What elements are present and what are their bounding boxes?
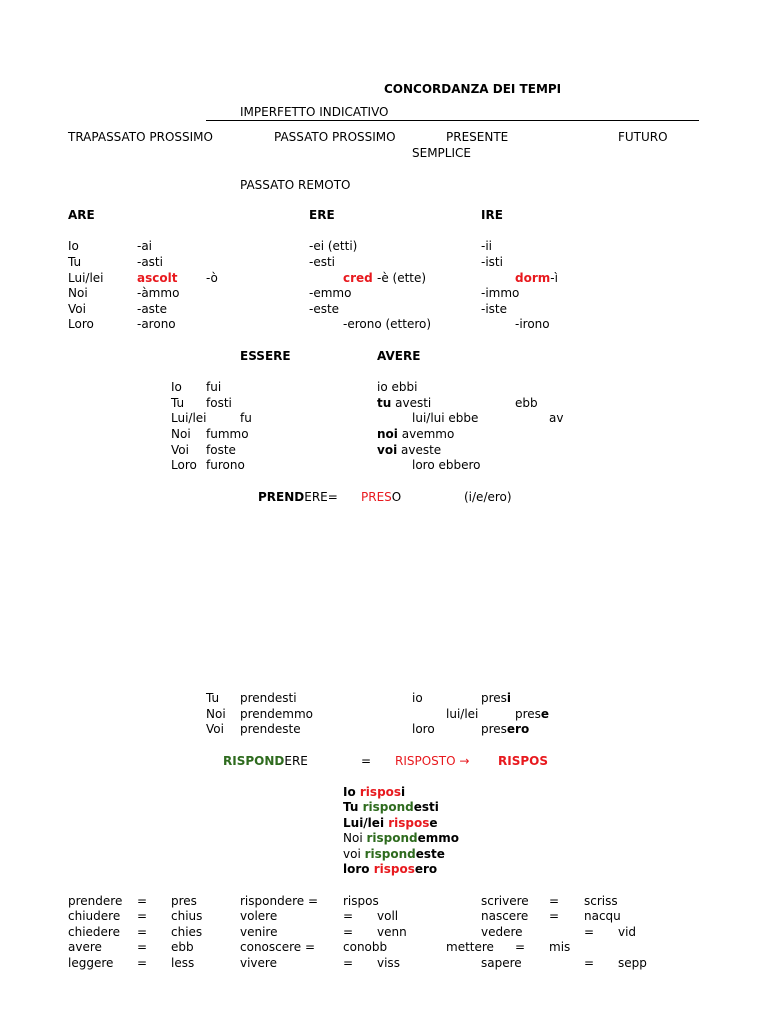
rispos-stem: RISPOS xyxy=(498,754,548,768)
ire-ending: -isti xyxy=(481,255,503,269)
pronoun: Noi xyxy=(68,286,88,300)
rispondere-line xyxy=(343,847,445,861)
ere-ending: -ei (etti) xyxy=(309,239,358,253)
prendere-pronoun: lui/lei xyxy=(446,707,479,721)
verb-infinitive: volere xyxy=(240,909,278,923)
avere-pronoun: io xyxy=(377,380,388,394)
rispondere-stem: rispos xyxy=(388,816,430,830)
avere-pronoun: tu xyxy=(377,396,392,410)
rispondere-pronoun: loro xyxy=(343,862,374,876)
rispondere-stem: RISPOND xyxy=(223,754,285,768)
equals-sign: = xyxy=(137,894,148,908)
verb-stem: mis xyxy=(549,940,571,954)
essere-pronoun: Noi xyxy=(171,427,191,441)
verb-infinitive: sapere xyxy=(481,956,522,970)
are-ending: -àmmo xyxy=(137,286,180,300)
rispondere-stem: rispos xyxy=(359,785,402,799)
avere-row xyxy=(412,411,478,425)
prendere-form: prendesti xyxy=(240,691,297,705)
passato-remoto-label: PASSATO REMOTO xyxy=(240,178,351,192)
rispondere-ending: i xyxy=(401,785,406,799)
are-ending: -arono xyxy=(137,317,176,331)
equals-sign: = xyxy=(584,925,595,939)
essere-pronoun: Loro xyxy=(171,458,197,472)
verb-infinitive: vivere xyxy=(240,956,277,970)
preso-word xyxy=(361,490,401,504)
ere-ending: -emmo xyxy=(309,286,352,300)
avere-form: aveste xyxy=(401,443,442,457)
pronoun: Lui/lei xyxy=(68,271,104,285)
prendere-pronoun: loro xyxy=(412,722,435,736)
prendere-ending: ERE xyxy=(304,490,328,504)
essere-form: fummo xyxy=(206,427,249,441)
verb-infinitive: rispondere = xyxy=(240,894,319,908)
verb-infinitive: venire xyxy=(240,925,278,939)
rispondere-heading xyxy=(223,754,308,768)
avere-row xyxy=(377,396,431,410)
tense-trapassato: TRAPASSATO PROSSIMO xyxy=(68,130,213,144)
verb-infinitive: scrivere xyxy=(481,894,529,908)
verb-stem: vid xyxy=(618,925,637,939)
avere-row xyxy=(377,380,417,394)
prendere-right-stem: pres xyxy=(515,707,541,721)
verb-infinitive: chiedere xyxy=(68,925,120,939)
verb-stem: pres xyxy=(171,894,197,908)
rispondere-ending: ERE xyxy=(284,754,308,768)
rispondere-stem: rispond xyxy=(366,831,418,845)
avere-row xyxy=(377,427,454,441)
verb-infinitive: conoscere = xyxy=(240,940,316,954)
equals-sign: = xyxy=(327,490,338,504)
avere-header: AVERE xyxy=(377,349,421,363)
ere-header: ERE xyxy=(309,208,335,222)
ire-header: IRE xyxy=(481,208,503,222)
ire-stem: dorm xyxy=(515,271,551,285)
avere-form: ebbero xyxy=(438,458,481,472)
rispondere-line xyxy=(343,816,438,830)
ire-ending: -ì xyxy=(550,271,558,285)
prendere-right-ending: i xyxy=(506,691,512,705)
equals-sign: = xyxy=(584,956,595,970)
essere-pronoun: Tu xyxy=(171,396,185,410)
prendere-form: prendeste xyxy=(240,722,301,736)
essere-pronoun: Lui/lei xyxy=(171,411,207,425)
prendere-right-ending: ero xyxy=(506,722,530,736)
preso-note: (i/e/ero) xyxy=(464,490,512,504)
essere-form: foste xyxy=(206,443,236,457)
rispondere-line xyxy=(343,800,439,814)
equals-sign: = xyxy=(549,894,560,908)
risposto-word: RISPOSTO → xyxy=(395,754,470,768)
ere-ending: -è (ette) xyxy=(377,271,427,285)
are-ending: -asti xyxy=(137,255,163,269)
avere-form: ebbi xyxy=(391,380,418,394)
pronoun: Loro xyxy=(68,317,94,331)
essere-header: ESSERE xyxy=(240,349,291,363)
are-stem: ascolt xyxy=(137,271,178,285)
verb-infinitive: vedere xyxy=(481,925,523,939)
rispondere-ending: ero xyxy=(414,862,438,876)
pronoun: Tu xyxy=(68,255,82,269)
verb-stem: sepp xyxy=(618,956,647,970)
page-title: CONCORDANZA DEI TEMPI xyxy=(384,82,562,96)
timeline-rule xyxy=(206,120,699,121)
avere-pronoun: lui/lui xyxy=(412,411,445,425)
rispondere-stem: rispos xyxy=(373,862,415,876)
prendere-pronoun: io xyxy=(412,691,423,705)
pronoun: Voi xyxy=(68,302,86,316)
avere-note-av: av xyxy=(549,411,564,425)
verb-stem: rispos xyxy=(343,894,379,908)
verb-infinitive: mettere xyxy=(446,940,494,954)
ere-stem: cred xyxy=(343,271,373,285)
verb-infinitive: nascere xyxy=(481,909,529,923)
rispondere-ending: emmo xyxy=(417,831,459,845)
verb-stem: nacqu xyxy=(584,909,621,923)
verb-infinitive: leggere xyxy=(68,956,114,970)
pronoun: Io xyxy=(68,239,79,253)
are-header: ARE xyxy=(68,208,95,222)
equals-sign: = xyxy=(343,909,354,923)
prendere-right-form xyxy=(515,707,549,721)
rispondere-ending: este xyxy=(415,847,445,861)
avere-row xyxy=(377,443,441,457)
rispondere-line xyxy=(343,785,405,799)
ere-ending: -esti xyxy=(309,255,336,269)
essere-pronoun: Voi xyxy=(171,443,189,457)
equals-sign: = xyxy=(343,925,354,939)
rispondere-pronoun: Io xyxy=(343,785,360,799)
equals-sign: = xyxy=(137,956,148,970)
prendere-heading xyxy=(258,490,338,504)
rispondere-pronoun: Noi xyxy=(343,831,367,845)
avere-pronoun: voi xyxy=(377,443,398,457)
preso-ending: O xyxy=(391,490,402,504)
ire-ending: -iste xyxy=(481,302,508,316)
avere-note-ebb: ebb xyxy=(515,396,538,410)
verb-stem: viss xyxy=(377,956,400,970)
are-ending: -ò xyxy=(206,271,218,285)
rispondere-line xyxy=(343,831,459,845)
essere-form: fosti xyxy=(206,396,232,410)
equals-sign: = xyxy=(137,909,148,923)
avere-pronoun: noi xyxy=(377,427,398,441)
prendere-right-form xyxy=(481,691,511,705)
rispondere-pronoun: voi xyxy=(343,847,365,861)
verb-stem: chius xyxy=(171,909,203,923)
rispondere-pronoun: Tu xyxy=(343,800,363,814)
prendere-right-ending: e xyxy=(540,707,550,721)
rispondere-ending: esti xyxy=(413,800,439,814)
essere-pronoun: Io xyxy=(171,380,182,394)
rispondere-stem: rispond xyxy=(364,847,416,861)
avere-row xyxy=(412,458,481,472)
imperfetto-label: IMPERFETTO INDICATIVO xyxy=(240,105,389,119)
prendere-pronoun: Noi xyxy=(206,707,226,721)
equals-sign: = xyxy=(515,940,526,954)
essere-form: fu xyxy=(240,411,252,425)
verb-stem: chies xyxy=(171,925,203,939)
prendere-right-form xyxy=(481,722,529,736)
ire-ending: -irono xyxy=(515,317,550,331)
ere-ending: -este xyxy=(309,302,340,316)
verb-stem: voll xyxy=(377,909,399,923)
equals-sign: = xyxy=(137,925,148,939)
rispondere-line xyxy=(343,862,437,876)
rispondere-stem: rispond xyxy=(362,800,414,814)
rispondere-ending: e xyxy=(429,816,438,830)
avere-form: ebbe xyxy=(448,411,479,425)
preso-stem: PRES xyxy=(361,490,392,504)
ire-ending: -immo xyxy=(481,286,520,300)
are-ending: -aste xyxy=(137,302,168,316)
tense-futuro: FUTURO xyxy=(618,130,668,144)
prendere-stem: PREND xyxy=(258,490,305,504)
prendere-form: prendemmo xyxy=(240,707,313,721)
equals-sign: = xyxy=(361,754,372,768)
verb-stem: venn xyxy=(377,925,407,939)
essere-form: furono xyxy=(206,458,245,472)
verb-infinitive: prendere xyxy=(68,894,123,908)
are-ending: -ai xyxy=(137,239,153,253)
equals-sign: = xyxy=(137,940,148,954)
prendere-pronoun: Tu xyxy=(206,691,220,705)
avere-pronoun: loro xyxy=(412,458,435,472)
verb-stem: less xyxy=(171,956,195,970)
verb-stem: ebb xyxy=(171,940,194,954)
ere-ending: -erono (ettero) xyxy=(343,317,432,331)
equals-sign: = xyxy=(549,909,560,923)
prendere-pronoun: Voi xyxy=(206,722,224,736)
verb-stem: scriss xyxy=(584,894,618,908)
tense-semplice: SEMPLICE xyxy=(412,146,471,160)
prendere-right-stem: pres xyxy=(481,722,507,736)
prendere-right-stem: pres xyxy=(481,691,507,705)
verb-infinitive: avere xyxy=(68,940,102,954)
rispondere-pronoun: Lui/lei xyxy=(343,816,389,830)
tense-passato-prossimo: PASSATO PROSSIMO xyxy=(274,130,396,144)
verb-infinitive: chiudere xyxy=(68,909,121,923)
avere-form: avesti xyxy=(395,396,432,410)
ire-stem-row xyxy=(515,271,558,285)
verb-stem: conobb xyxy=(343,940,388,954)
tense-presente: PRESENTE xyxy=(446,130,509,144)
ire-ending: -ii xyxy=(481,239,492,253)
essere-form: fui xyxy=(206,380,222,394)
avere-form: avemmo xyxy=(401,427,455,441)
equals-sign: = xyxy=(343,956,354,970)
